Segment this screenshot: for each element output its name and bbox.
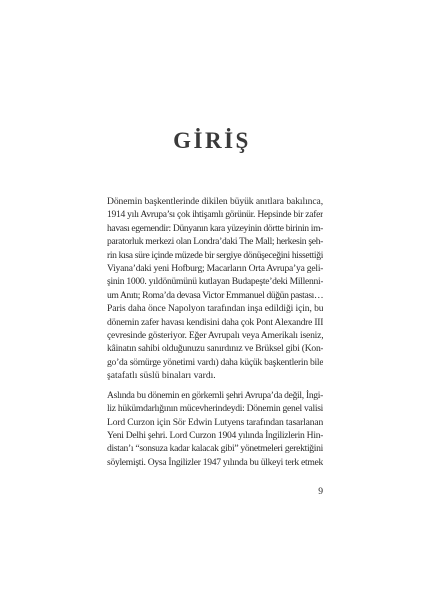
text-line: um Anıtı; Roma’da devasa Victor Emmanuel düğün pastası…	[107, 289, 323, 301]
text-line: çevresinde gösteriyor. Eğer Avrupalı veya Amerikalı iseniz,	[107, 330, 323, 342]
text-line: Viyana’daki yeni Hofburg; Macarların Orta Avrupa’ya geli-	[107, 263, 323, 275]
text-line: dönemin zafer havası kendisini daha çok Pont Alexandre III	[107, 316, 323, 328]
text-line: Paris daha önce Napolyon tarafından inşa edildiği için, bu	[107, 303, 323, 315]
page-number: 9	[318, 486, 323, 497]
text-line: havası egemendir: Dünyanın kara yüzeyinin dörtte birinin im-	[107, 222, 323, 234]
text-line: Aslında bu dönemin en görkemli şehri Avrupa’da değil, İngi-	[107, 389, 323, 401]
body-text	[107, 195, 323, 469]
paragraph-1	[107, 195, 323, 383]
text-line: şinin 1000. yıldönümünü kutlayan Budapeşte’deki Millenni-	[107, 276, 323, 288]
chapter-title: GİRİŞ	[173, 128, 251, 153]
text-line: şatafatlı süslü binaları vardı.	[107, 370, 216, 382]
paragraph-2	[107, 389, 323, 469]
text-line: Yeni Delhi şehri. Lord Curzon 1904 yılında İngilizlerin Hin-	[107, 429, 323, 441]
text-line: distan’ı “sonsuza kadar kalacak gibi” yönetmeleri gerektiğini	[107, 443, 323, 455]
text-line: rin kısa süre içinde müzede bir sergiye dönüşeceğini hissettiği	[107, 249, 323, 261]
text-line: kâinatın sahibi olduğunuzu sanırdınız ve Brüksel gibi (Kon-	[107, 343, 323, 355]
text-line: paratorluk merkezi olan Londra’daki The Mall; herkesin şeh-	[107, 236, 323, 248]
text-line: Dönemin başkentlerinde dikilen büyük anıtlara bakılınca,	[107, 196, 323, 207]
text-line: liz hükümdarlığının mücevherindeydi: Dönemin genel valisi	[107, 403, 323, 415]
text-line: söylemişti. Oysa İngilizler 1947 yılında bu ülkeyi terk etmek	[107, 456, 323, 468]
text-line: Lord Curzon için Sör Edwin Lutyens tarafından tasarlanan	[107, 416, 323, 428]
text-line: 1914 yılı Avrupa’sı çok ihtişamlı görünür. Hepsinde bir zafer	[107, 209, 323, 221]
text-line: go’da sömürge yönetimi vardı) daha küçük başkentlerin bile	[107, 356, 323, 368]
